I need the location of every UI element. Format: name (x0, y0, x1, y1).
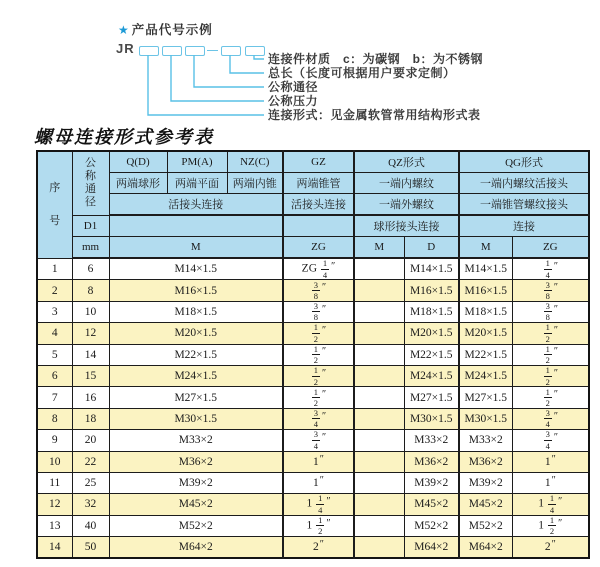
cell-m: M64×2 (109, 537, 283, 559)
header-row-1 (37, 151, 589, 173)
fraction (544, 281, 552, 301)
diagram-title-text: 产品代号示例 (131, 23, 213, 37)
cell-no: 5 (37, 344, 72, 365)
inch-mark: ″ (322, 431, 327, 443)
inch-mark: ″ (553, 325, 558, 336)
fraction (548, 494, 556, 514)
header-nzc: NZ(C) (227, 151, 283, 173)
connector-line (194, 55, 264, 87)
inch-mark: ″ (322, 303, 327, 315)
header-dn (72, 151, 109, 215)
cell-m: M14×1.5 (109, 258, 283, 280)
cell-qz_m (354, 280, 404, 301)
fraction (312, 323, 320, 343)
cell-m: M22×1.5 (109, 344, 283, 365)
inch-mark: ″ (558, 517, 563, 529)
table-row (37, 323, 589, 344)
header-nzc-desc: 两端内锥 (227, 173, 283, 194)
cell-qz_m (354, 344, 404, 365)
cell-gz (283, 430, 354, 451)
cell-qg_zg: 1″ (512, 472, 589, 493)
cell-qz_d: M18×1.5 (404, 301, 459, 322)
vertical-char: 号 (49, 214, 61, 227)
cell-no: 6 (37, 365, 72, 386)
cell-qg_m: M18×1.5 (459, 301, 512, 322)
header-qz: QZ形式 (354, 151, 459, 173)
cell-qg_zg: 1 $\frac{1}{4}$ ″ (512, 494, 589, 515)
header-d1: D1 (72, 215, 109, 237)
cell-dn: 25 (72, 472, 109, 493)
cell-gz (283, 323, 354, 344)
cell-qz_d: M16×1.5 (404, 280, 459, 301)
code-label-material: 连接件材质 c：为碳钢 b：为不锈钢 (268, 52, 484, 66)
header-qz-d: D (404, 237, 459, 259)
table-row (37, 451, 589, 472)
fraction-denominator: 4 (313, 440, 319, 451)
cell-qz_d: M36×2 (404, 451, 459, 472)
cell-qz_m (354, 515, 404, 536)
cell-qg_zg: 1″ (512, 451, 589, 472)
table-title: 螺母连接形式参考表 (34, 127, 214, 148)
header-seq (37, 151, 72, 258)
cell-qg_m: M64×2 (459, 537, 512, 559)
cell-qg_zg (512, 344, 589, 365)
inch-mark: ″ (553, 282, 558, 294)
table-row (37, 430, 589, 451)
fraction-numerator: 1 (318, 493, 323, 504)
fraction-numerator: 1 (313, 322, 319, 333)
table-row (37, 387, 589, 408)
cell-qz_d: M33×2 (404, 430, 459, 451)
table-row (37, 258, 589, 280)
empty-cell (109, 215, 283, 237)
cell-gz (283, 280, 354, 301)
cell-gz (283, 408, 354, 429)
cell-dn: 40 (72, 515, 109, 536)
header-gz-conn: 活接头连接 (283, 194, 354, 216)
inch-mark: ″ (319, 539, 324, 551)
cell-dn: 32 (72, 494, 109, 515)
cell-qg_m: M30×1.5 (459, 408, 512, 429)
header-row-5 (37, 237, 589, 259)
code-box-3 (185, 46, 205, 56)
cell-m: M39×2 (109, 472, 283, 493)
connector-line (148, 55, 264, 115)
fraction-denominator: 2 (318, 526, 323, 537)
cell-qz_m (354, 494, 404, 515)
cell-qz_m (354, 365, 404, 386)
cell-qg_zg (512, 280, 589, 301)
header-qd-desc: 两端球形 (109, 173, 167, 194)
cell-qg_zg (512, 387, 589, 408)
cell-qg_zg: 2″ (512, 537, 589, 559)
inch-mark: ″ (553, 431, 558, 443)
cell-qg_zg (512, 365, 589, 386)
cell-m: M45×2 (109, 494, 283, 515)
inch-mark: ″ (551, 475, 556, 487)
cell-m: M33×2 (109, 430, 283, 451)
cell-no: 8 (37, 408, 72, 429)
fraction (312, 430, 320, 450)
empty-cell (283, 215, 354, 237)
cell-dn: 8 (72, 280, 109, 301)
diagram-title (118, 20, 213, 38)
table-row (37, 344, 589, 365)
cell-m: M16×1.5 (109, 280, 283, 301)
cell-gz (283, 344, 354, 365)
cell-qg_m: M16×1.5 (459, 280, 512, 301)
fraction-denominator: 2 (313, 333, 319, 344)
header-gz: GZ (283, 151, 354, 173)
header-qz-conn: 球形接头连接 (354, 215, 459, 237)
connector-line (171, 55, 264, 101)
fraction-numerator: 1 (545, 386, 550, 397)
cell-m: M18×1.5 (109, 301, 283, 322)
code-box-5 (245, 46, 265, 56)
fraction (312, 345, 320, 365)
cell-qg_zg (512, 258, 589, 280)
inch-mark: ″ (553, 346, 558, 358)
fraction (312, 366, 320, 386)
table-row (37, 301, 589, 322)
cell-m: M20×1.5 (109, 323, 283, 344)
header-m-label: M (109, 237, 283, 259)
cell-gz: 2″ (283, 537, 354, 559)
fraction (312, 409, 320, 429)
fraction-numerator: 1 (322, 258, 328, 269)
cell-no: 11 (37, 472, 72, 493)
cell-qg_m: M33×2 (459, 430, 512, 451)
inch-mark: ″ (326, 517, 331, 529)
cell-dn: 14 (72, 344, 109, 365)
code-label-length: 总长（长度可根据用户要求定制） (268, 66, 456, 80)
code-label-connection: 连接形式：见金属软管常用结构形式表 (268, 108, 481, 122)
cell-dn: 6 (72, 258, 109, 280)
fraction-numerator: 3 (545, 279, 550, 290)
inch-mark: ″ (553, 303, 558, 315)
fraction (544, 302, 552, 322)
fraction-denominator: 2 (545, 355, 550, 366)
cell-qz_m (354, 258, 404, 280)
inch-mark: ″ (326, 496, 331, 508)
fraction-numerator: 3 (313, 301, 319, 311)
cell-qg_m: M39×2 (459, 472, 512, 493)
fraction (544, 388, 552, 408)
inch-mark: ″ (558, 496, 563, 508)
fraction (544, 409, 552, 429)
cell-no: 3 (37, 301, 72, 322)
fraction (544, 259, 552, 279)
fraction-numerator: 1 (318, 515, 323, 525)
fraction-numerator: 3 (313, 279, 319, 290)
cell-dn: 20 (72, 430, 109, 451)
header-qd: Q(D) (109, 151, 167, 173)
header-row-2 (37, 173, 589, 194)
header-qg-zg: ZG (512, 237, 589, 259)
cell-qz_m (354, 430, 404, 451)
cell-m: M36×2 (109, 451, 283, 472)
table-header (37, 151, 589, 258)
fraction-numerator: 1 (549, 493, 555, 504)
cell-qg_zg: 1 $\frac{1}{2}$ ″ (512, 515, 589, 536)
fraction-numerator: 1 (545, 258, 550, 269)
cell-gz: 1″ (283, 472, 354, 493)
cell-m: M27×1.5 (109, 387, 283, 408)
cell-qg_m: M45×2 (459, 494, 512, 515)
cell-dn: 15 (72, 365, 109, 386)
fraction-numerator: 1 (313, 386, 319, 397)
header-pma: PM(A) (167, 151, 227, 173)
connector-line (230, 55, 264, 73)
fraction-denominator: 4 (313, 419, 319, 430)
cell-qg_m: M20×1.5 (459, 323, 512, 344)
inch-mark: ″ (551, 539, 556, 551)
header-qg-m: M (459, 237, 512, 259)
cell-qg_zg (512, 430, 589, 451)
fraction-denominator: 8 (313, 291, 319, 302)
inch-mark: ″ (322, 282, 327, 294)
cell-dn: 18 (72, 408, 109, 429)
fraction-denominator: 8 (545, 291, 550, 302)
vertical-char: 序 (49, 181, 61, 194)
fraction (548, 516, 556, 536)
header-row-3 (37, 194, 589, 216)
fraction-numerator: 3 (545, 408, 550, 418)
cell-qg_zg (512, 301, 589, 322)
header-mm: mm (72, 237, 109, 259)
inch-mark: ″ (322, 389, 327, 401)
fraction-numerator: 3 (313, 429, 319, 440)
code-box-1 (139, 46, 159, 56)
cell-qz_m (354, 472, 404, 493)
cell-qg_m: M52×2 (459, 515, 512, 536)
cell-qz_m (354, 301, 404, 322)
cell-qz_d: M20×1.5 (404, 323, 459, 344)
header-qz-desc1: 一端内螺纹 (354, 173, 459, 194)
cell-qz_m (354, 408, 404, 429)
cell-qz_d: M39×2 (404, 472, 459, 493)
fraction-denominator: 4 (545, 269, 550, 280)
cell-qz_m (354, 537, 404, 559)
inch-mark: ″ (553, 389, 558, 401)
fraction (321, 259, 329, 279)
cell-gz (283, 365, 354, 386)
fraction (312, 388, 320, 408)
fraction-denominator: 4 (545, 440, 550, 451)
cell-qg_m: M27×1.5 (459, 387, 512, 408)
cell-qz_m (354, 451, 404, 472)
cell-qg_zg (512, 408, 589, 429)
fraction-denominator: 4 (322, 269, 328, 280)
inch-mark: ″ (322, 410, 327, 422)
cell-dn: 22 (72, 451, 109, 472)
table-row (37, 537, 589, 559)
cell-dn: 12 (72, 323, 109, 344)
cell-qz_d: M24×1.5 (404, 365, 459, 386)
fraction-denominator: 8 (545, 312, 550, 323)
cell-qz_d: M27×1.5 (404, 387, 459, 408)
fraction-denominator: 2 (313, 355, 319, 366)
inch-mark: ″ (553, 410, 558, 422)
cell-dn: 50 (72, 537, 109, 559)
cell-m: M52×2 (109, 515, 283, 536)
code-prefix: JR (116, 41, 135, 56)
fraction-numerator: 1 (313, 365, 319, 376)
header-qg: QG形式 (459, 151, 589, 173)
fraction-denominator: 2 (313, 376, 319, 387)
cell-qg_m: M36×2 (459, 451, 512, 472)
table-row (37, 472, 589, 493)
fraction (544, 430, 552, 450)
cell-qg_m: M22×1.5 (459, 344, 512, 365)
header-gz-desc: 两端锥管 (283, 173, 354, 194)
cell-gz (283, 301, 354, 322)
cell-no: 9 (37, 430, 72, 451)
fraction (544, 323, 552, 343)
fraction-denominator: 4 (545, 419, 550, 430)
cell-gz: 1 $\frac{1}{4}$ ″ (283, 494, 354, 515)
cell-qg_m: M14×1.5 (459, 258, 512, 280)
fraction-denominator: 4 (318, 504, 323, 515)
star-icon: ★ (118, 23, 130, 37)
inch-mark: ″ (322, 367, 327, 379)
inch-mark: ″ (319, 475, 324, 487)
cell-gz (283, 387, 354, 408)
fraction-denominator: 2 (549, 526, 555, 537)
cell-no: 13 (37, 515, 72, 536)
code-box-2 (162, 46, 182, 56)
fraction-denominator: 8 (313, 312, 319, 323)
cell-gz: ZG $\frac{1}{4}$ ″ (283, 258, 354, 280)
cell-no: 12 (37, 494, 72, 515)
cell-no: 4 (37, 323, 72, 344)
fraction (316, 494, 324, 514)
table-row (37, 365, 589, 386)
cell-qz_d: M45×2 (404, 494, 459, 515)
cell-no: 1 (37, 258, 72, 280)
header-qz-m: M (354, 237, 404, 259)
header-qz-desc2: 一端外螺纹 (354, 194, 459, 216)
cell-no: 7 (37, 387, 72, 408)
inch-mark: ″ (553, 260, 558, 272)
fraction-numerator: 1 (545, 322, 550, 333)
fraction-numerator: 1 (545, 344, 550, 354)
cell-no: 2 (37, 280, 72, 301)
inch-mark: ″ (551, 453, 556, 465)
cell-dn: 10 (72, 301, 109, 322)
fraction-denominator: 2 (313, 398, 319, 409)
cell-qz_d: M14×1.5 (404, 258, 459, 280)
table-row (37, 280, 589, 301)
code-label-pressure: 公称压力 (268, 94, 319, 108)
vertical-char: 径 (85, 196, 96, 209)
code-dash (207, 50, 218, 51)
cell-no: 10 (37, 451, 72, 472)
fraction (312, 281, 320, 301)
cell-qg_zg (512, 323, 589, 344)
fraction-denominator: 4 (549, 504, 555, 515)
fraction-numerator: 3 (545, 301, 550, 311)
header-m-conn: 活接头连接 (109, 194, 283, 216)
inch-mark: ″ (322, 346, 327, 358)
cell-qz_d: M30×1.5 (404, 408, 459, 429)
fraction-denominator: 2 (545, 333, 550, 344)
fraction-numerator: 3 (313, 408, 319, 418)
vertical-char: 称 (85, 170, 96, 183)
fraction (544, 366, 552, 386)
cell-no: 14 (37, 537, 72, 559)
cell-qz_m (354, 323, 404, 344)
fraction-numerator: 1 (545, 365, 550, 376)
fraction-numerator: 1 (313, 344, 319, 354)
table-row (37, 494, 589, 515)
header-qg-desc2: 一端锥管螺纹接头 (459, 194, 589, 216)
table-row (37, 515, 589, 536)
cell-m: M24×1.5 (109, 365, 283, 386)
table-row (37, 408, 589, 429)
fraction-denominator: 2 (545, 398, 550, 409)
cell-qz_d: M22×1.5 (404, 344, 459, 365)
cell-qz_d: M64×2 (404, 537, 459, 559)
cell-m: M30×1.5 (109, 408, 283, 429)
cell-qz_d: M52×2 (404, 515, 459, 536)
code-label-diameter: 公称通径 (268, 80, 319, 94)
vertical-char: 公 (85, 156, 96, 169)
header-pma-desc: 两端平面 (167, 173, 227, 194)
cell-dn: 16 (72, 387, 109, 408)
fraction-numerator: 3 (545, 429, 550, 440)
cell-gz: 1 $\frac{1}{2}$ ″ (283, 515, 354, 536)
vertical-char: 通 (85, 183, 96, 196)
header-qg-desc1: 一端内螺纹活接头 (459, 173, 589, 194)
header-row-4 (37, 215, 589, 237)
header-qg-conn: 连接 (459, 215, 589, 237)
inch-mark: ″ (319, 453, 324, 465)
fraction-numerator: 1 (549, 515, 555, 525)
cell-gz: 1″ (283, 451, 354, 472)
code-box-4 (221, 46, 241, 56)
fraction (544, 345, 552, 365)
cell-qg_m: M24×1.5 (459, 365, 512, 386)
fraction (316, 516, 324, 536)
nut-connection-table (36, 150, 590, 559)
inch-mark: ″ (331, 260, 336, 272)
header-zg-label: ZG (283, 237, 354, 259)
fraction (312, 302, 320, 322)
inch-mark: ″ (553, 367, 558, 379)
fraction-denominator: 2 (545, 376, 550, 387)
table-body (37, 258, 589, 558)
cell-qz_m (354, 387, 404, 408)
inch-mark: ″ (322, 325, 327, 336)
